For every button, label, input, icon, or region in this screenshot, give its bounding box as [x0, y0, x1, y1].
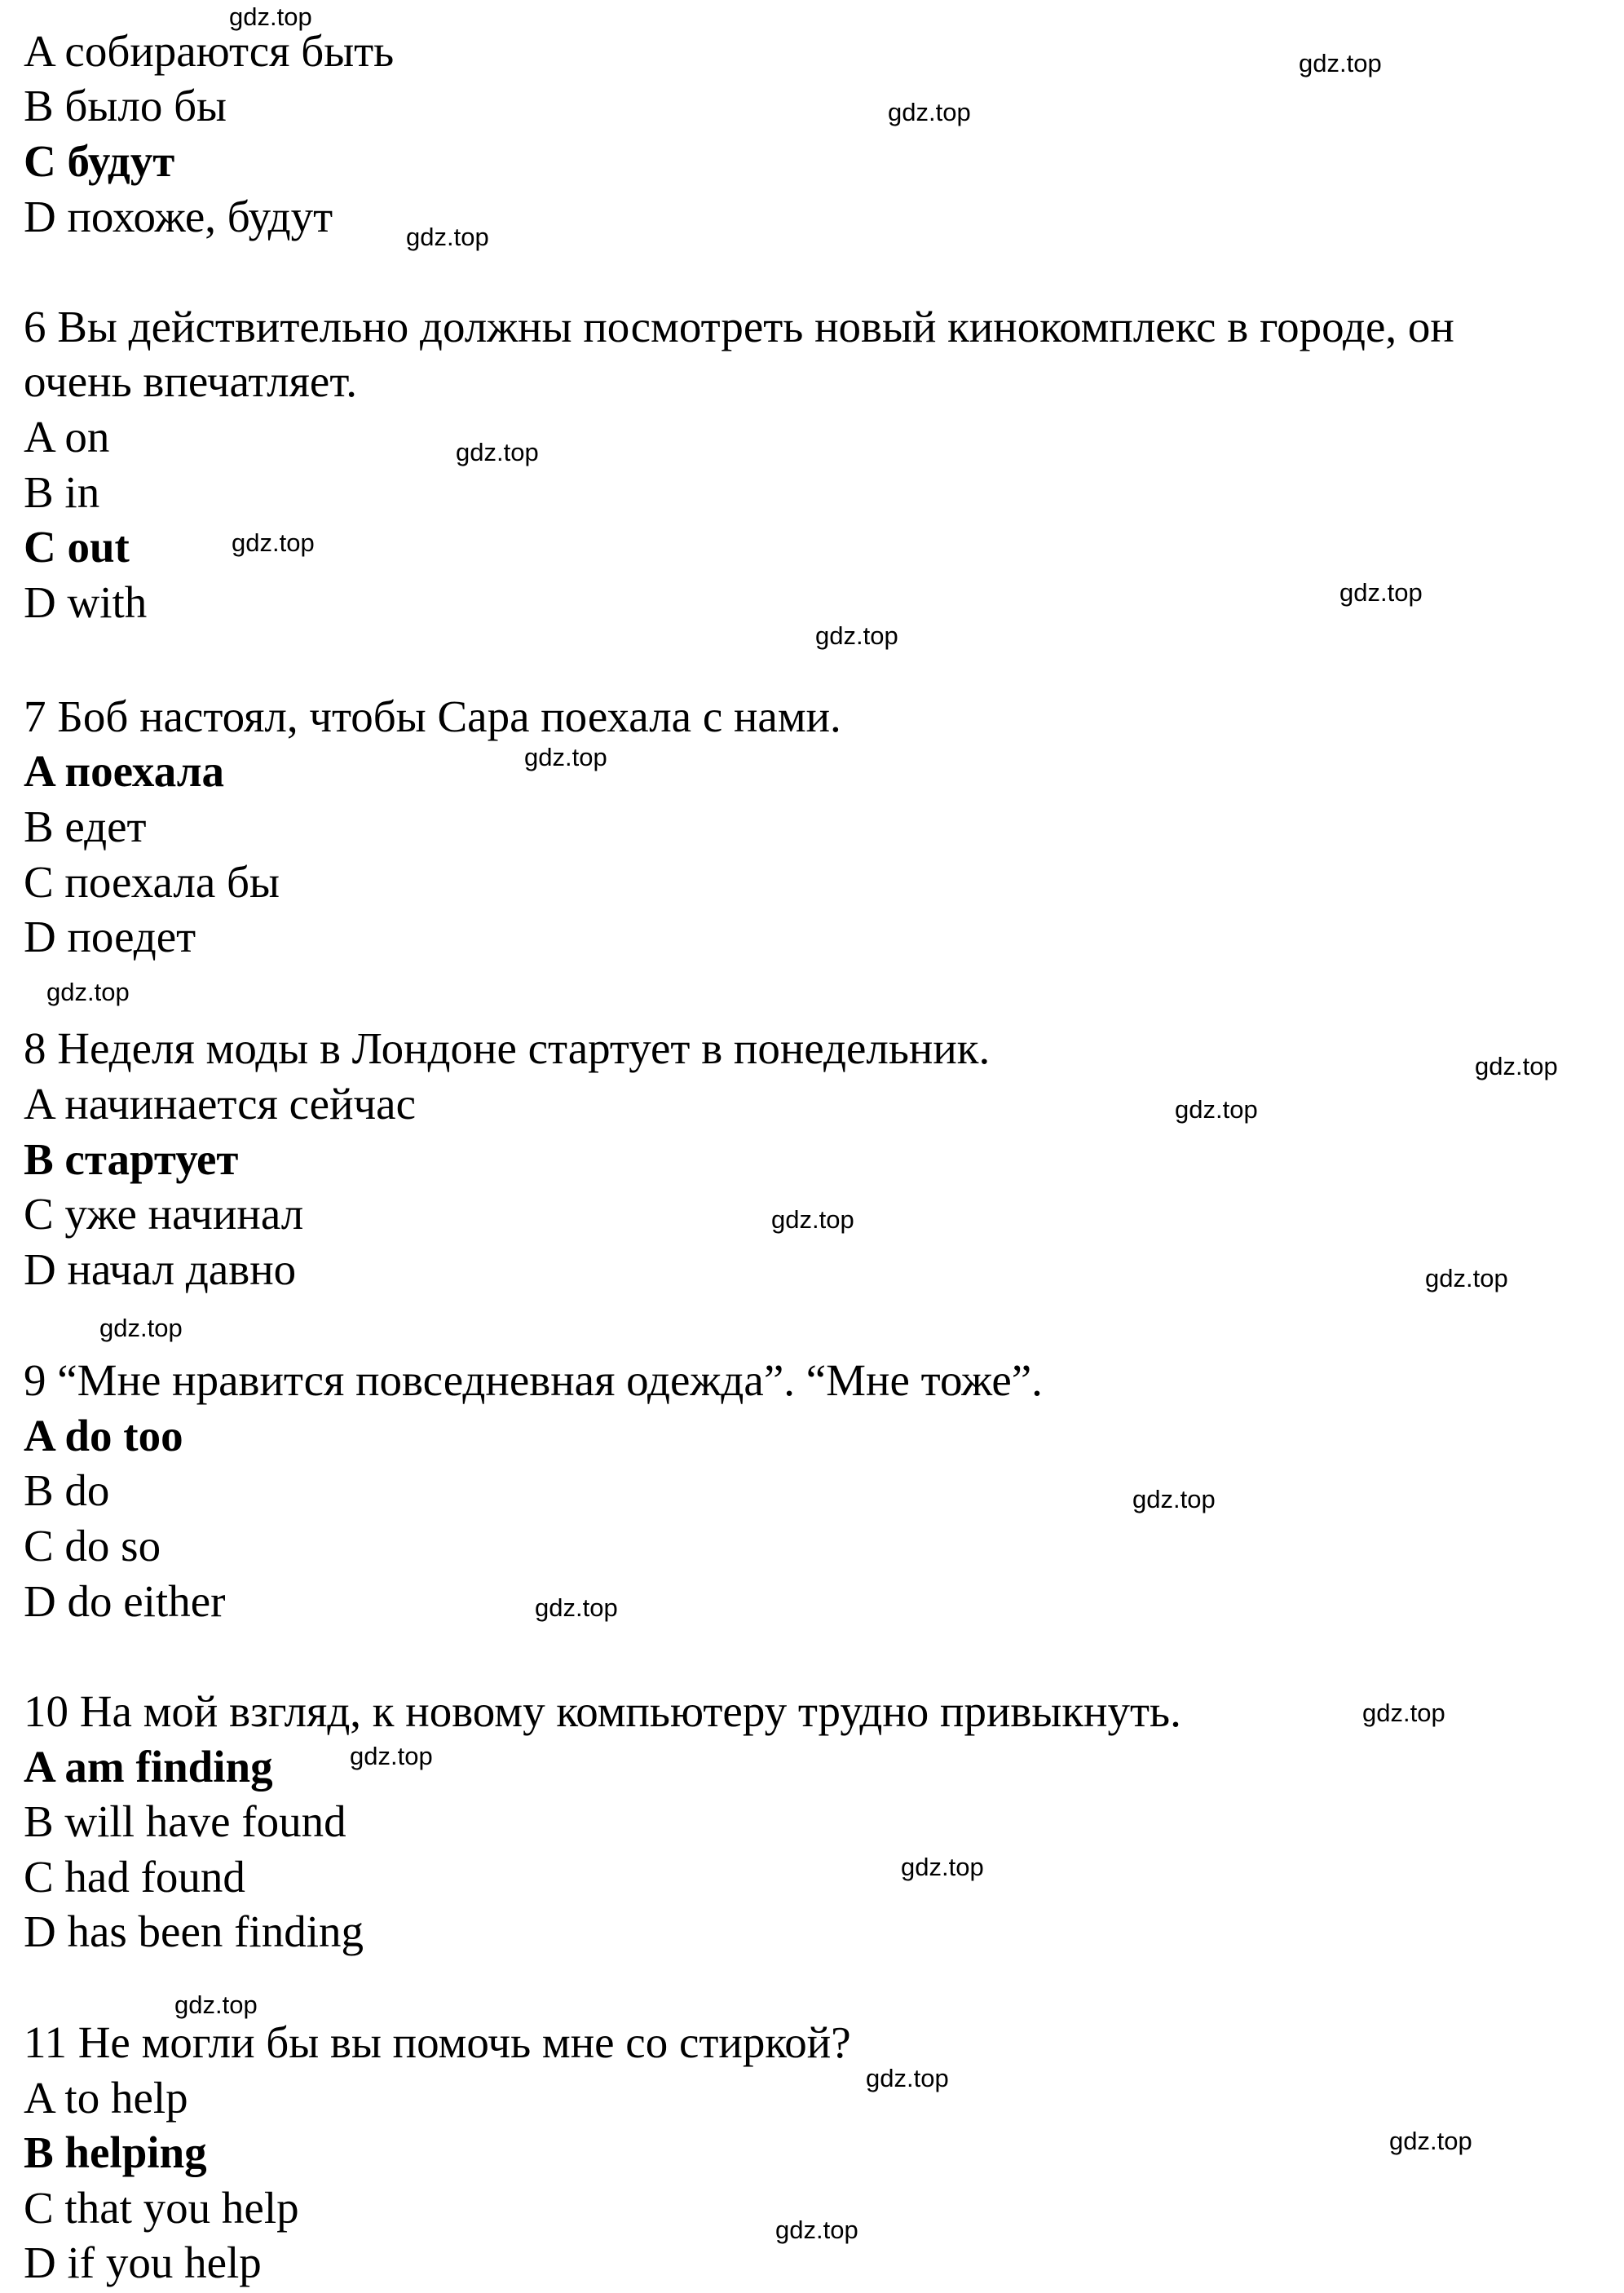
watermark: gdz.top [350, 1742, 433, 1770]
question-text: 8 Неделя моды в Лондоне стартует в понедельник. [24, 1023, 991, 1073]
watermark: gdz.top [524, 743, 607, 771]
question-text: 11 Не могли бы вы помочь мне со стиркой? [24, 2017, 851, 2067]
correct-answer: C будут [24, 136, 175, 186]
watermark: gdz.top [99, 1314, 183, 1342]
watermark: gdz.top [815, 621, 898, 650]
answer-option: D начал давно [24, 1244, 297, 1294]
answer-option: D do either [24, 1576, 226, 1626]
question-text: очень впечатляет. [24, 356, 357, 406]
answer-option: D has been finding [24, 1906, 364, 1956]
watermark: gdz.top [775, 2216, 858, 2244]
watermark: gdz.top [1175, 1095, 1258, 1124]
watermark: gdz.top [771, 1205, 854, 1234]
question-text: 10 На мой взгляд, к новому компьютеру трудно привыкнуть. [24, 1686, 1181, 1736]
answer-option: B in [24, 467, 100, 517]
watermark: gdz.top [229, 2, 312, 31]
correct-answer: A do too [24, 1411, 183, 1460]
watermark: gdz.top [866, 2064, 949, 2092]
correct-answer: B helping [24, 2127, 207, 2177]
watermark: gdz.top [901, 1853, 984, 1881]
watermark: gdz.top [232, 528, 315, 557]
answer-option: C that you help [24, 2183, 299, 2233]
question-text: 7 Боб настоял, чтобы Сара поехала с нами. [24, 691, 841, 741]
watermark: gdz.top [888, 98, 971, 126]
answer-option: C had found [24, 1852, 245, 1902]
answer-option: D if you help [24, 2238, 262, 2287]
watermark: gdz.top [1475, 1052, 1558, 1080]
answer-option: A начинается сейчас [24, 1079, 417, 1129]
watermark: gdz.top [1425, 1264, 1508, 1292]
answer-option: A to help [24, 2073, 188, 2123]
correct-answer: A поехала [24, 746, 225, 796]
answer-option: B едет [24, 802, 147, 851]
correct-answer: B стартует [24, 1134, 239, 1184]
answer-option: D with [24, 577, 148, 627]
watermark: gdz.top [535, 1593, 618, 1622]
question-text: 6 Вы действительно должны посмотреть новый кинокомплекс в городе, он [24, 302, 1454, 351]
watermark: gdz.top [46, 978, 130, 1006]
answer-option: B было бы [24, 81, 227, 130]
watermark: gdz.top [1339, 578, 1423, 607]
answer-option: B will have found [24, 1796, 346, 1846]
correct-answer: C out [24, 522, 130, 572]
watermark: gdz.top [406, 223, 489, 251]
watermark: gdz.top [1299, 49, 1382, 77]
watermark: gdz.top [1389, 2127, 1472, 2155]
answer-option: D похоже, будут [24, 192, 333, 241]
answer-option: D поедет [24, 912, 196, 961]
watermark: gdz.top [1362, 1699, 1445, 1727]
answer-option: C уже начинал [24, 1189, 304, 1239]
watermark: gdz.top [1132, 1485, 1216, 1513]
question-text: 9 “Мне нравится повседневная одежда”. “Мне тоже”. [24, 1355, 1043, 1405]
answer-option: B do [24, 1465, 110, 1515]
answer-option: C do so [24, 1521, 161, 1571]
answer-option: C поехала бы [24, 857, 280, 907]
answer-option: A собираются быть [24, 26, 395, 76]
correct-answer: A am finding [24, 1742, 273, 1792]
watermark: gdz.top [174, 1990, 258, 2019]
watermark: gdz.top [456, 438, 539, 466]
answer-option: A on [24, 412, 110, 462]
